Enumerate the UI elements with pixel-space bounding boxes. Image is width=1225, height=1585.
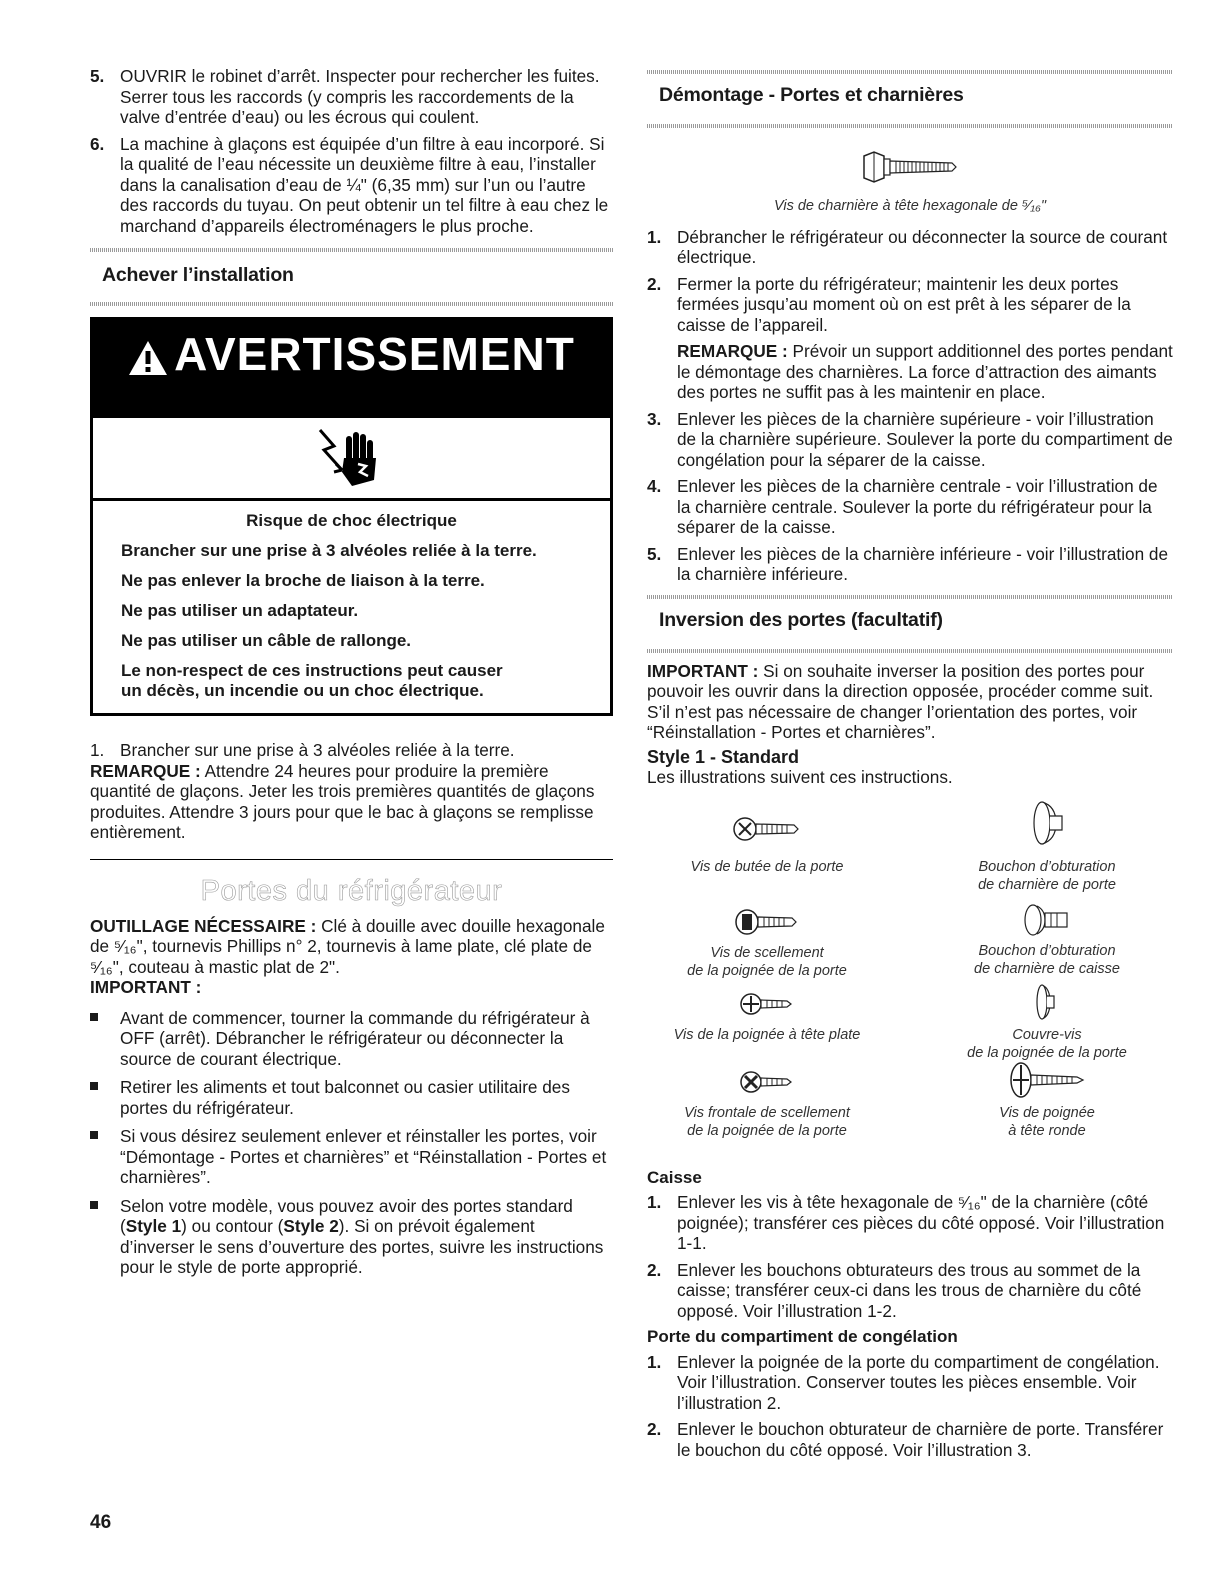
section-title: Démontage - Portes et charnières (659, 84, 964, 106)
important-label: IMPORTANT : (90, 977, 202, 997)
list-item: 3. Enlever les pièces de la charnière supérieure - voir l’illustration de la charnière supérieure. Soulever la porte du compartiment de congélation pour la séparer de la caisse. (647, 408, 1173, 470)
list-item: Si vous désirez seulement enlever et réinstaller les portes, voir “Démontage - Portes et charnières” et “Réinstallation - Portes et charnières”. (90, 1126, 613, 1188)
warning-line: Ne pas utiliser un câble de rallonge. (121, 631, 412, 650)
warning-body (93, 501, 610, 713)
flat-head-handle-screw (647, 988, 887, 1045)
part-caption: Vis de scellement de la poignée de la porte (687, 945, 847, 979)
flat-head-screw-icon (739, 988, 795, 1020)
part-caption: Bouchon d’obturation de charnière de porte (978, 859, 1116, 893)
list-item: Avant de commencer, tourner la commande du réfrigérateur à OFF (arrêt). Débrancher le réfrigérateur ou déconnecter la source de courant électrique. (90, 1008, 613, 1070)
electric-shock-icon (312, 428, 392, 490)
list-item: 1. Enlever les vis à tête hexagonale de ⁵⁄₁₆" de la charnière (côté poignée); transférer ces pièces du côté opposé. Voir l’illustration 1-1. (647, 1192, 1165, 1253)
warning-line: Brancher sur une prise à 3 alvéoles reliée à la terre. (121, 541, 537, 560)
style-title: Style 1 - Standard (647, 746, 800, 767)
figure-caption: Vis de charnière à tête hexagonale de ⁵⁄₁₆" (773, 197, 1047, 214)
install-step-5 (90, 66, 613, 128)
list-item: Selon votre modèle, vous pouvez avoir des portes standard (Style 1) ou contour (Style 2). Si on prévoit également d’inverser le sens d’ouverture des portes, suivre les instructions pour le style de porte approprié. (90, 1196, 613, 1278)
section-header-achever (90, 248, 613, 306)
list-item: 2. Enlever les bouchons obturateurs des trous au sommet de la caisse; transférer ceux-ci dans les trous de charnière du côté opposé. Voir l’illustration 1-2. (647, 1259, 1142, 1321)
step-number: 1. (90, 740, 105, 760)
door-hinge-plug-icon (1022, 798, 1072, 848)
step-text: Brancher sur une prise à 3 alvéoles reliée à la terre. (120, 740, 515, 760)
door-stop-screw-icon (732, 814, 802, 844)
step-number: 6. (90, 133, 105, 154)
finish-step-1 (90, 740, 613, 761)
part-caption: Vis de la poignée à tête plate (673, 1027, 861, 1043)
part-caption: Vis de butée de la porte (690, 859, 844, 875)
step-text: OUVRIR le robinet d’arrêt. Inspecter pour rechercher les fuites. Serrer tous les raccords (y compris les raccordements de la valve d’entrée d’eau) ou les écrous qui coulent. (120, 66, 600, 127)
chapter-title: Portes du réfrigérateur (200, 874, 503, 907)
part-caption: Couvre-vis de la poignée de la porte (967, 1027, 1127, 1061)
part-caption: Vis de poignée à tête ronde (999, 1105, 1095, 1139)
warning-risk: Risque de choc électrique (246, 511, 457, 530)
divider (90, 859, 613, 860)
list-item: 5. Enlever les pièces de la charnière inférieure - voir l’illustration de la charnière inférieure. (647, 543, 1169, 584)
list-item: 1. Enlever la poignée de la porte du compartiment de congélation. Voir l’illustration. Conserver toutes les pièces ensemble. Voir l’illustration 2. (647, 1351, 1160, 1413)
round-head-handle-screw (927, 1060, 1167, 1141)
shock-hazard-pictogram (93, 418, 610, 501)
part-caption: Vis frontale de scellement de la poignée de la porte (684, 1105, 850, 1139)
remarque-paragraph: REMARQUE : Attendre 24 heures pour produire la première quantité de glaçons. Jeter les trois premières quantités de glaçons produites. Attendre 3 jours pour que le bac à glaçons se remplisse entièrement. (90, 760, 595, 842)
warning-title: AVERTISSEMENT (174, 328, 575, 380)
porte-title: Porte du compartiment de congélation (647, 1327, 958, 1346)
warning-line: Ne pas enlever la broche de liaison à la terre. (121, 571, 485, 590)
section-header-inversion (647, 595, 1173, 653)
style-description: Les illustrations suivent ces instructions. (647, 767, 953, 787)
important-paragraph: IMPORTANT : Si on souhaite inverser la position des portes pour pouvoir les ouvrir dans la direction opposée, procéder comme suit. S’il n’est pas nécessaire de changer l’orientation des portes, voir “Réinstallation - Portes et charnières”. (647, 660, 1154, 742)
warning-triangle-icon (128, 340, 168, 376)
left-column (90, 66, 613, 1286)
install-step-6 (90, 134, 613, 237)
warning-consequence: Le non-respect de ces instructions peut causer un décès, un incendie ou un choc électrique. (121, 661, 503, 700)
handle-seal-screw (647, 906, 887, 981)
page-number: 46 (90, 1512, 112, 1533)
list-item: Retirer les aliments et tout balconnet ou casier utilitaire des portes du réfrigérateur. (90, 1077, 613, 1118)
round-head-screw-icon (1007, 1060, 1087, 1100)
screw-cover-icon (1032, 982, 1062, 1022)
warning-header (93, 320, 610, 418)
section-title: Inversion des portes (facultatif) (659, 608, 943, 631)
hex-screw-figure (647, 150, 1173, 215)
parts-illustration-lower (647, 988, 1173, 1156)
step-text: La machine à glaçons est équipée d’un filtre à eau incorporé. Si la qualité de l’eau nécessite un deuxième filtre à eau, l’installer dans la canalisation d’eau de ¼" (6,35 mm) sur l’un ou l’autre des raccords du tuyau. On peut obtenir un tel filtre à eau chez le marchand d’appareils électroménagers le plus proche. (120, 133, 609, 236)
section-title: Achever l’installation (102, 264, 294, 286)
front-seal-screw (647, 1066, 887, 1141)
part-caption: Bouchon d’obturation de charnière de caisse (974, 943, 1120, 977)
list-item: 2. Fermer la porte du réfrigérateur; maintenir les deux portes fermées jusqu’au moment où on est prêt à les séparer de la caisse de l’appareil. (647, 273, 1131, 335)
list-item: 1. Débrancher le réfrigérateur ou déconnecter la source de courant électrique. (647, 226, 1168, 267)
step-number: 5. (90, 66, 105, 86)
list-item: 4. Enlever les pièces de la charnière centrale - voir l’illustration de la charnière centrale. Soulever la porte du réfrigérateur pour la séparer de la caisse. (647, 476, 1158, 537)
door-stop-screw (647, 814, 887, 877)
caisse-title: Caisse (647, 1167, 702, 1187)
list-item: 2. Enlever le bouchon obturateur de charnière de porte. Transférer le bouchon du côté opposé. Voir l’illustration 3. (647, 1419, 1164, 1460)
front-seal-screw-icon (739, 1066, 795, 1098)
warning-line: Ne pas utiliser un adaptateur. (121, 601, 359, 620)
cabinet-hinge-plug-icon (1017, 902, 1077, 938)
important-list (90, 1008, 613, 1278)
right-column (647, 66, 1173, 1460)
demontage-steps (647, 227, 1173, 585)
handle-seal-screw-icon (734, 906, 800, 938)
porte-steps (647, 1352, 1173, 1461)
handle-screw-cover (927, 982, 1167, 1063)
remarque-paragraph: REMARQUE : Prévoir un support additionnel des portes pendant le démontage des charnières. La force d’attraction des aimants des portes ne suffit pas à les maintenir en place. (677, 341, 1173, 402)
cabinet-hinge-plug (927, 902, 1167, 979)
warning-box (90, 317, 613, 716)
section-header-demontage (647, 70, 1173, 128)
hex-screw-icon (860, 150, 960, 184)
caisse-steps (647, 1192, 1173, 1321)
outillage-paragraph: OUTILLAGE NÉCESSAIRE : Clé à douille avec douille hexagonale de ⁵⁄₁₆", tournevis Phillips n° 2, tournevis à lame plate, clé plate de ⁵⁄₁₆", couteau à mastic plat de 2". (90, 915, 605, 977)
door-hinge-plug (927, 798, 1167, 895)
